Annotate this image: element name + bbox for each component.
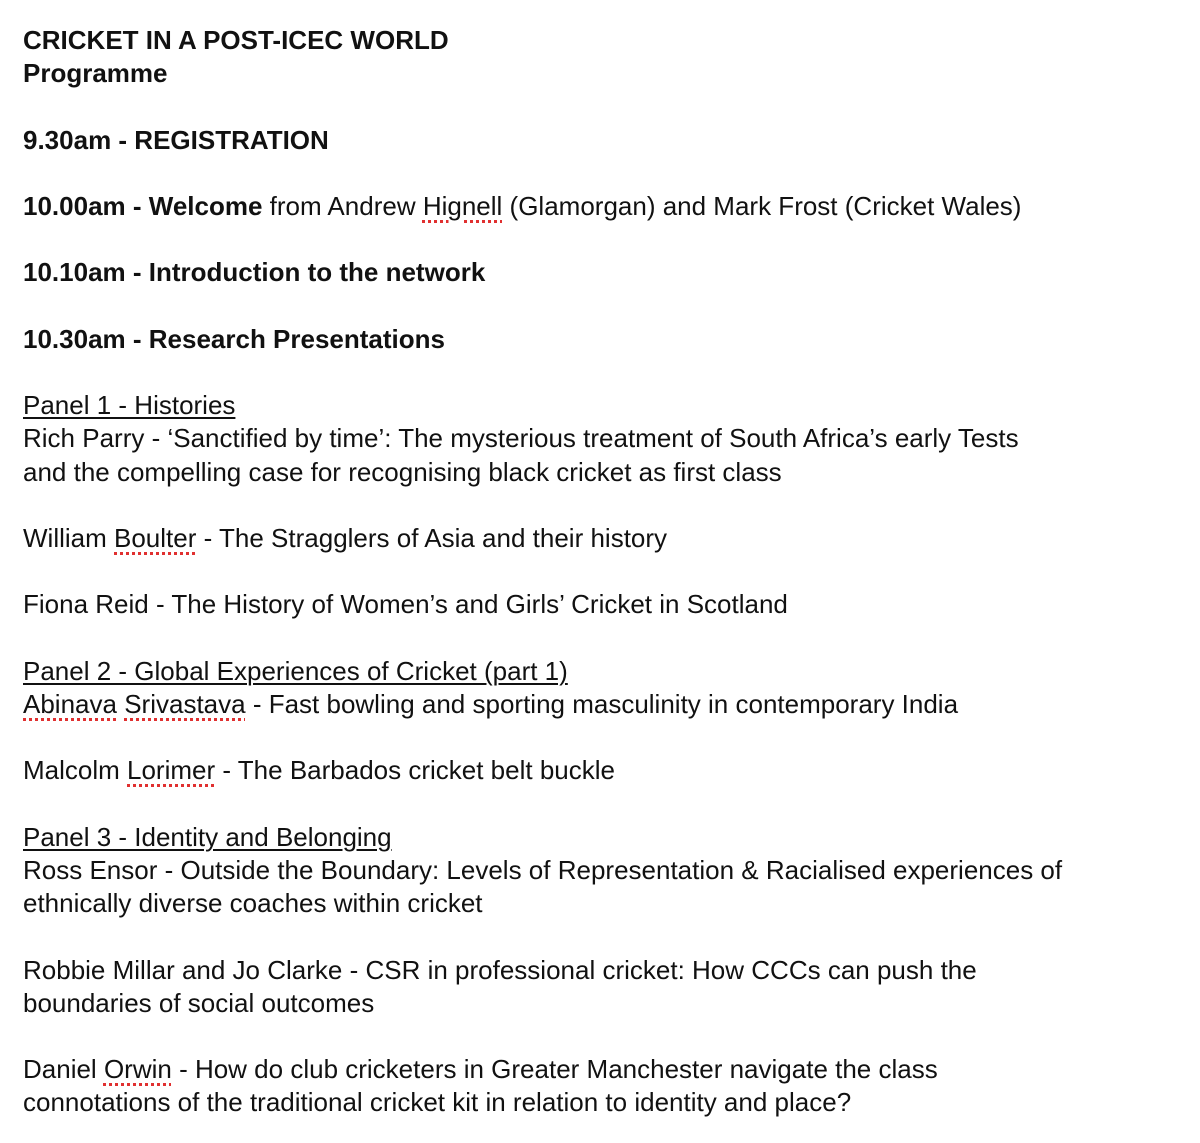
- talk-line: [23, 688, 1183, 721]
- spacer: [23, 622, 1183, 655]
- schedule-research: 10.30am - Research Presentations: [23, 323, 445, 354]
- programme-document: [23, 24, 1183, 1120]
- welcome-text-pre: from Andrew: [262, 190, 423, 221]
- talk-line: Robbie Millar and Jo Clarke - CSR in professional cricket: How CCCs can push the: [23, 954, 977, 985]
- welcome-text-post: (Glamorgan) and Mark Frost (Cricket Wales): [502, 190, 1022, 221]
- spacer: [23, 356, 1183, 389]
- talk-line: ethnically diverse coaches within cricket: [23, 888, 483, 919]
- speaker-name-misspelled[interactable]: Lorimer: [127, 755, 216, 786]
- panel-heading: Panel 3 - Identity and Belonging: [23, 821, 392, 852]
- spacer: [23, 223, 1183, 256]
- talk-line: Fiona Reid - The History of Women’s and Girls’ Cricket in Scotland: [23, 589, 788, 620]
- welcome-time-label: 10.00am - Welcome: [23, 190, 263, 221]
- talk-text-post: - The Stragglers of Asia and their history: [196, 522, 668, 553]
- speaker-name-misspelled[interactable]: Orwin: [103, 1054, 172, 1085]
- schedule-registration: 9.30am - REGISTRATION: [23, 124, 329, 155]
- document-subtitle: Programme: [23, 58, 168, 89]
- speaker-last-name-misspelled[interactable]: Srivastava: [124, 688, 246, 719]
- talk-line: boundaries of social outcomes: [23, 987, 375, 1018]
- speaker-name-misspelled[interactable]: Boulter: [114, 522, 197, 553]
- spacer: [23, 721, 1183, 754]
- schedule-welcome: [23, 190, 1183, 223]
- talk-text-pre: Malcolm: [23, 755, 128, 786]
- spacer: [23, 920, 1183, 953]
- spacer: [23, 157, 1183, 190]
- panel-heading: Panel 2 - Global Experiences of Cricket (part 1): [23, 655, 568, 686]
- spacer: [23, 788, 1183, 821]
- talk-text-post: - Fast bowling and sporting masculinity in contemporary India: [245, 688, 959, 719]
- talk-text-pre: Daniel: [23, 1054, 104, 1085]
- talk-line: connotations of the traditional cricket kit in relation to identity and place?: [23, 1087, 852, 1118]
- talk-line: Ross Ensor - Outside the Boundary: Levels of Representation & Racialised experiences of: [23, 854, 1063, 885]
- talk-text-post: - The Barbados cricket belt buckle: [215, 755, 615, 786]
- talk-line: [23, 754, 1183, 787]
- spacer: [23, 1020, 1183, 1053]
- schedule-intro: 10.10am - Introduction to the network: [23, 257, 486, 288]
- talk-text-post: - How do club cricketers in Greater Manchester navigate the class: [171, 1054, 938, 1085]
- spacer: [23, 489, 1183, 522]
- talk-line: and the compelling case for recognising black cricket as first class: [23, 456, 782, 487]
- talk-line: [23, 1053, 1183, 1086]
- welcome-name-misspelled[interactable]: Hignell: [422, 190, 503, 221]
- spacer: [23, 290, 1183, 323]
- document-title: CRICKET IN A POST-ICEC WORLD: [23, 25, 449, 55]
- spacer: [23, 90, 1183, 123]
- talk-line: [23, 522, 1183, 555]
- spacer: [23, 555, 1183, 588]
- talk-line: Rich Parry - ‘Sanctified by time’: The mysterious treatment of South Africa’s early Tests: [23, 423, 1019, 454]
- speaker-first-name-misspelled[interactable]: Abinava: [23, 688, 117, 719]
- talk-text-pre: William: [23, 522, 114, 553]
- panel-heading: Panel 1 - Histories: [23, 390, 236, 421]
